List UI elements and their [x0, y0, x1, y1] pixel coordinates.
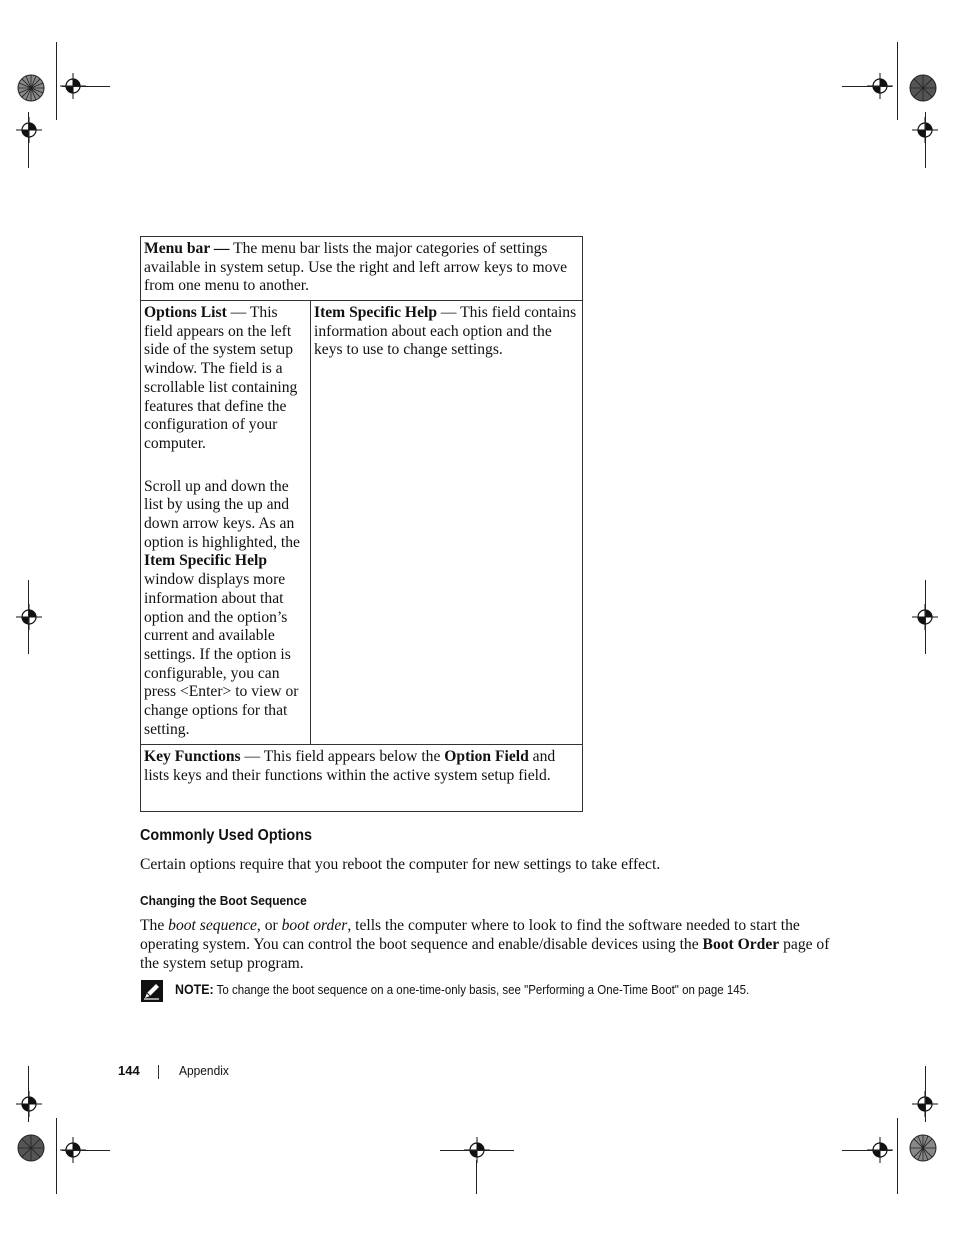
menu-bar-cell — [141, 237, 582, 301]
boot-order-menu-reference: Boot Order — [702, 936, 780, 953]
crosshair-icon — [16, 1091, 42, 1117]
item-specific-help-cell — [311, 301, 582, 745]
boot-sequence-paragraph — [140, 916, 830, 973]
section-heading: Commonly Used Options — [140, 827, 313, 844]
note-pencil-icon — [141, 980, 163, 1002]
paragraph-text: page of the system setup program. — [140, 936, 830, 972]
item-specific-help-description: — This field contains information about each option and the keys to use to change settings. — [314, 304, 577, 359]
option-field-reference: Option Field — [444, 748, 529, 765]
options-list-cell — [141, 301, 311, 745]
options-list-term: Options List — [144, 304, 227, 321]
term-boot-order: boot order — [281, 917, 348, 934]
registration-wheel-icon — [17, 1134, 45, 1162]
options-list-scroll-text: Scroll up and down the list by using the up and down arrow keys. As an option is highlighted, the — [144, 477, 300, 551]
note-label: NOTE: — [175, 982, 214, 997]
paragraph-text: , or — [256, 917, 282, 934]
section-intro: Certain options require that you reboot the computer for new settings to take effect. — [140, 856, 661, 873]
subsection-heading: Changing the Boot Sequence — [140, 893, 307, 908]
key-functions-term: Key Functions — [144, 748, 241, 765]
setup-screen-table — [140, 236, 583, 812]
item-specific-help-reference: Item Specific Help — [144, 552, 267, 570]
options-list-description: — This field appears on the left side of the system setup window. The field is a scrollable list containing features that define the configuration of your computer. — [144, 304, 298, 452]
options-list-scroll-text-end: window displays more information about that option and the option’s current and available settings. If the option is configurable, you can press <Enter> to view or change options for that setting. — [144, 571, 299, 738]
crosshair-icon — [16, 117, 42, 143]
key-functions-text-end: and lists keys and their functions within the active system setup field. — [144, 748, 556, 784]
crosshair-icon — [16, 604, 42, 630]
menu-bar-description: The menu bar lists the major categories of settings available in system setup. Use the right and left arrow keys to move from one menu to another. — [144, 240, 568, 295]
paragraph-text: , tells the computer where to look to find the software needed to start the operating system. You can control the boot sequence and enable/disable devices using the — [140, 917, 800, 953]
item-specific-help-term: Item Specific Help — [314, 304, 437, 321]
menu-bar-term: Menu bar — — [144, 240, 230, 257]
term-boot-sequence: boot sequence — [168, 917, 257, 934]
registration-wheel-icon — [17, 74, 45, 102]
note-callout — [175, 982, 749, 997]
page-number: 144 — [118, 1063, 140, 1078]
registration-wheel-icon — [909, 1134, 937, 1162]
registration-wheel-icon — [909, 74, 937, 102]
note-text: To change the boot sequence on a one-time-only basis, see "Performing a One-Time Boot" on page 145. — [213, 983, 750, 997]
footer-separator — [158, 1065, 159, 1079]
key-functions-cell — [141, 745, 582, 811]
paragraph-text: The — [140, 917, 169, 934]
key-functions-text: — This field appears below the — [240, 748, 445, 765]
footer-section-name: Appendix — [179, 1063, 229, 1078]
